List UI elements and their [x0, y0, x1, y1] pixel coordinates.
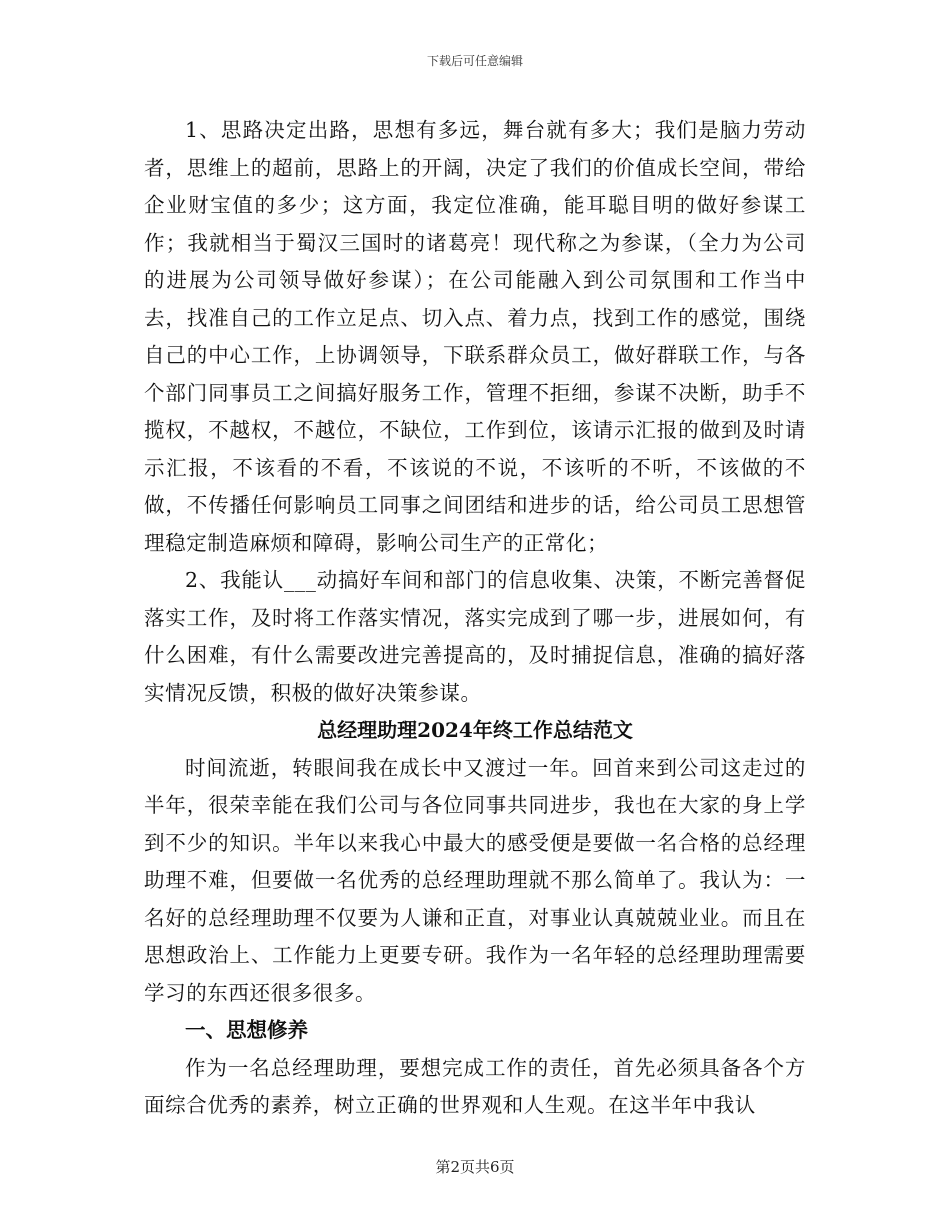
paragraph-3: 时间流逝，转眼间我在成长中又渡过一年。回首来到公司这走过的半年，很荣幸能在我们公司与各位同事共同进步，我也在大家的身上学到不少的知识。半年以来我心中最大的感受便是要做一名合格的总经理助理不难，但要做一名优秀的总经理助理就不那么简单了。我认为：一名好的总经理助理不仅要为人谦和正直，对事业认真兢兢业业。而且在思想政治上、工作能力上更要专研。我作为一名年轻的总经理助理需要学习的东西还很多很多。: [144, 755, 806, 1005]
section-heading: 一、思想修养: [185, 1018, 308, 1042]
paragraph-4: 作为一名总经理助理，要想完成工作的责任，首先必须具备各个方面综合优秀的素养，树立正确的世界观和人生观。在这半年中我认: [144, 1055, 806, 1117]
document-body: [144, 112, 806, 1125]
page-footer: 第2页共6页: [435, 1158, 515, 1176]
paragraph-1: 1、思路决定出路，思想有多远，舞台就有多大；我们是脑力劳动者，思维上的超前，思路上的开阔，决定了我们的价值成长空间，带给企业财宝值的多少；这方面，我定位准确，能耳聪目明的做好参谋工作；我就相当于蜀汉三国时的诸葛亮！现代称之为参谋，（全力为公司的进展为公司领导做好参谋）；在公司能融入到公司氛围和工作当中去，找准自己的工作立足点、切入点、着力点，找到工作的感觉，围绕自己的中心工作，上协调领导，下联系群众员工，做好群联工作，与各个部门同事员工之间搞好服务工作，管理不拒细，参谋不决断，助手不揽权，不越权，不越位，不缺位，工作到位，该请示汇报的做到及时请示汇报，不该看的不看，不该说的不说，不该听的不听，不该做的不做，不传播任何影响员工同事之间团结和进步的话，给公司员工思想管理稳定制造麻烦和障碍，影响公司生产的正常化；: [144, 118, 806, 555]
page-header: 下载后可任意编辑: [426, 54, 523, 68]
paragraph-2: 2、我能认___动搞好车间和部门的信息收集、决策，不断完善督促落实工作，及时将工作落实情况，落实完成到了哪一步，进展如何，有什么困难，有什么需要改进完善提高的，及时捕捉信息，准确的搞好落实情况反馈，积极的做好决策参谋。: [144, 568, 806, 705]
document-title: 总经理助理2024年终工作总结范文: [317, 718, 633, 742]
